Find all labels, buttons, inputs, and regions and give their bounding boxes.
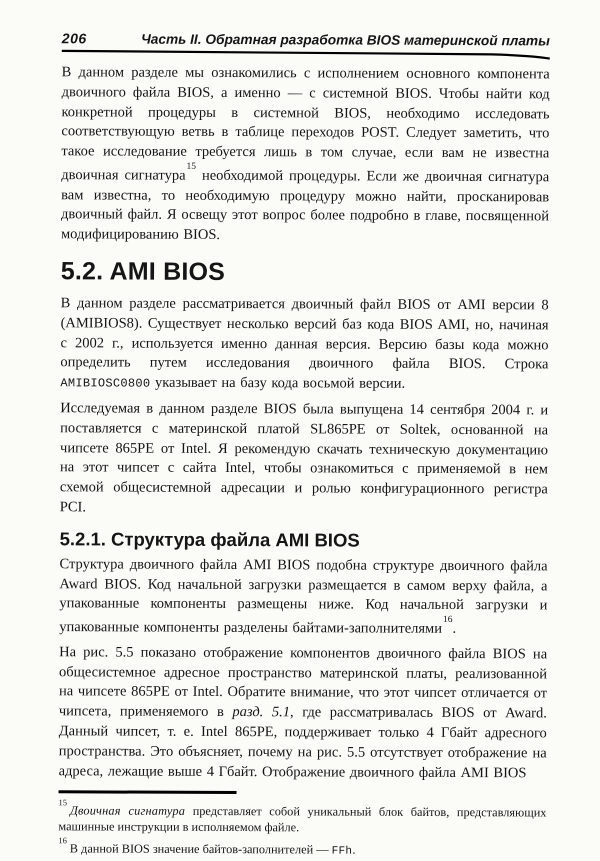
footnote-15-marker: 15	[58, 797, 68, 808]
paragraph-file-structure	[59, 555, 547, 640]
bios-codebase-string: AMIBIOSC0800	[60, 376, 151, 391]
footnote-16-text-b: .	[352, 842, 356, 857]
paragraph-intro	[61, 63, 550, 247]
running-title: Часть II. Обратная разработка BIOS материнской платы	[141, 31, 550, 49]
footnotes	[58, 798, 546, 860]
paragraph-file-structure-text-b: .	[452, 620, 457, 637]
footnote-15-text: представляет собой уникальный блок байтов, представляющих машинные инструкции в исполняемом файле.	[58, 803, 547, 835]
paragraph-fig-5-5-text-b: , где рассматривалась BIOS от Award. Данный чипсет, т. е. Intel 865PE, поддерживает только 4 Гбайт адресного пространства. Это объясняет, почему на рис. 5.5 отсутствует отображение на адреса, лежащие выше 4 Гбайт. Отображение двоичного файла AMI BIOS	[58, 704, 547, 781]
footnote-16	[58, 836, 546, 860]
section-heading-5-2: 5.2. AMI BIOS	[60, 257, 226, 286]
footnote-16-text-a: В данной BIOS значение байтов-заполнителей —	[69, 841, 332, 857]
paragraph-ami-version-text-a: В данном разделе рассматривается двоичный файл BIOS от AMI версии 8 (AMIBIOS8). Существует несколько версий баз кода BIOS AMI, но, начиная с 2002 г., используется именно данная версия. Версию базы кода можно определить путем исследования двоичного файла BIOS. Строка	[60, 295, 549, 373]
paragraph-fig-5-5-text-a: На рис. 5.5 показано отображение компонентов двоичного файла BIOS на общесистемное адресное пространство материнской платы, реализованной на чипсете 865PE от Intel. Обратите внимание, что этот чипсет отличается от чипсета, применяемого в	[58, 644, 548, 721]
section-cross-reference: разд. 5.1	[232, 704, 291, 721]
filler-byte-value: FFh	[331, 845, 353, 858]
subsection-heading-5-2-1: 5.2.1. Структура файла AMI BIOS	[59, 528, 360, 551]
page-number: 206	[61, 30, 87, 47]
paragraph-bios-origin: Исследуемая в данном разделе BIOS была выпущена 14 сентября 2004 г. и поставляется с материнской платой SL865PE от Soltek, основанной на чипсете 865PE от Intel. Я рекомендую скачать техническую документацию на этот чипсет с сайта Intel, чтобы ознакомиться с применяемой в нем схемой общесистемной адресации и ролью конфигурационного регистра PCI.	[59, 400, 549, 516]
footnote-ref-16: 16	[443, 615, 453, 626]
footnote-ref-15: 15	[186, 161, 197, 172]
footnote-15	[58, 798, 546, 836]
footnote-15-term: Двоичная сигнатура	[69, 803, 186, 818]
paragraph-ami-version	[60, 294, 548, 396]
running-header	[62, 30, 550, 51]
paragraph-intro-text-a: В данном разделе мы ознакомились с исполнением основного компонента двоичного файла BIOS, а именно — с системной BIOS. Чтобы найти код конкретной процедуры в системной BIOS, необходимо исследовать соответствующую ветвь в таблице переходов POST. Следует заметить, что такое исследование требуется лишь в том случае, если вам не известна двоичная сигнатура	[61, 64, 550, 184]
footnote-separator	[59, 791, 237, 794]
paragraph-file-structure-text-a: Структура двоичного файла AMI BIOS подобна структуре двоичного файла Award BIOS. Код начальной загрузки размещается в самом верху файла, а упакованные компоненты размещены ниже. Код начальной загрузки и упакованные компоненты разделены байтами-заполнителями	[59, 556, 548, 637]
paragraph-intro-text-b: необходимой процедуры. Если же двоичная сигнатура вам известна, то необходимую процедуру можно найти, просканировав двоичный файл. Я освещу этот вопрос более подробно в главе, посвященной модифицированию BIOS.	[60, 167, 550, 244]
paragraph-ami-version-text-b: указывает на базу кода восьмой версии.	[150, 374, 406, 392]
footnote-16-marker: 16	[58, 835, 67, 846]
paragraph-fig-5-5	[59, 643, 548, 784]
header-rule	[62, 49, 550, 60]
